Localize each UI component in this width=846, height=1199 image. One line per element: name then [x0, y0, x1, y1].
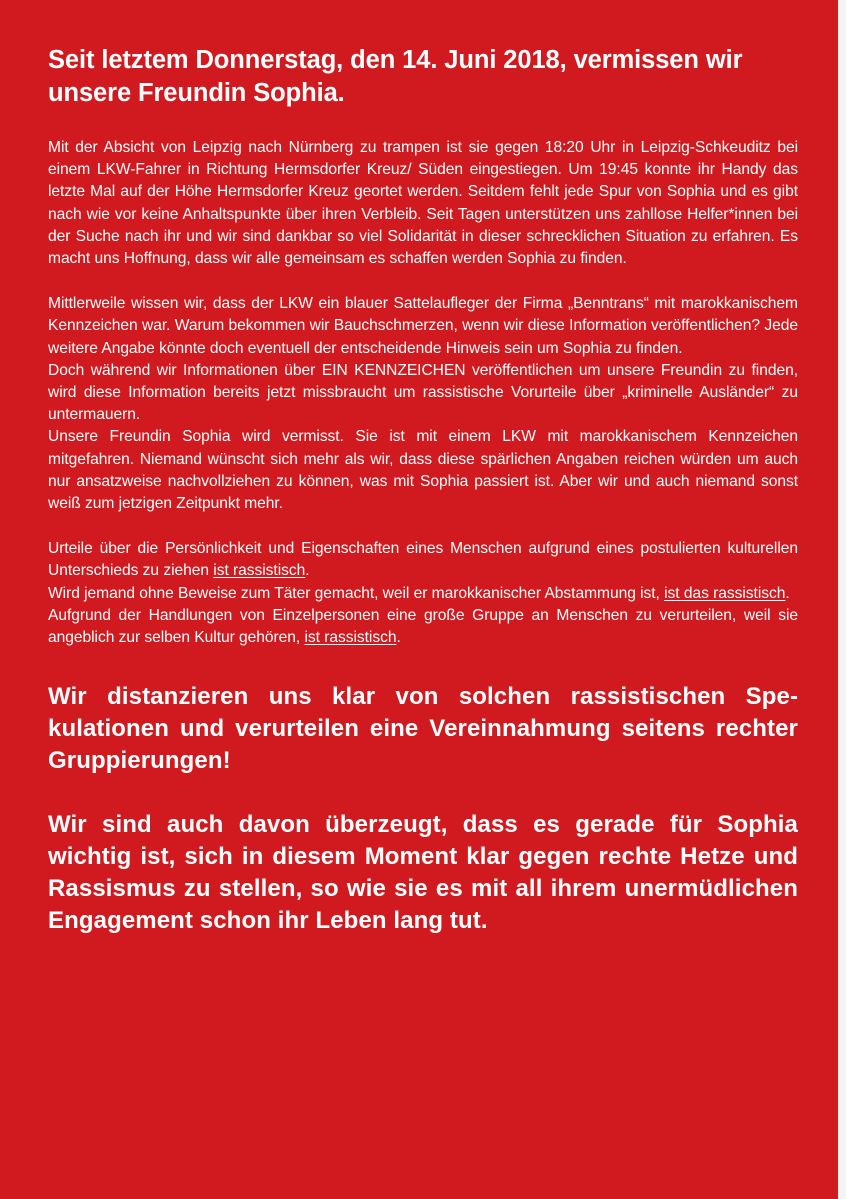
racism-3-end: . — [396, 629, 401, 647]
paragraph-truck-info: Mittlerweile wissen wir, dass der LKW ein blauer Sattelaufleger der Firma „Benntrans“ mit marokkanischem Kennzeichen war. Warum bekommen wir Bauchschmerzen, wenn wir diese Information veröffentlichen? Jede weitere Angabe könnte doch eventuell der entscheidende Hinweis sein um Sophia zu finden. — [48, 295, 798, 357]
paragraph-racism-2 — [48, 583, 798, 605]
spacer — [48, 777, 798, 809]
paragraph-racism-1 — [48, 538, 798, 582]
racism-2-text: Wird jemand ohne Beweise zum Täter gemacht, weil er marokkanischer Abstammung ist, — [48, 584, 665, 602]
racism-3-text: Aufgrund der Handlungen von Einzelpersonen eine große Gruppe an Menschen zu verurteilen, weil sie angeblich zur selben Kultur gehören, — [48, 606, 798, 647]
page-edge — [838, 0, 846, 1199]
racism-2-underlined: ist das rassistisch — [664, 584, 786, 602]
paragraph-racism-3 — [48, 605, 798, 649]
racism-1-underlined: ist rassistisch — [213, 562, 306, 580]
paragraph-disappearance: Mit der Absicht von Leipzig nach Nürnberg zu trampen ist sie gegen 18:20 Uhr in Leipzig-Schkeuditz bei einem LKW-Fahrer in Richtung Hermsdorfer Kreuz/ Süden eingestiegen. Um 19:45 konnte ihr Handy das letzte Mal auf der Höhe Hermsdorfer Kreuz geortet werden. Seitdem fehlt jede Spur von Sophia und es gibt nach wie vor keine Anhaltspunkte über ihren Verbleib. Seit Tagen unterstützen uns zahllose Helfer*innen bei der Suche nach ihr und wir sind dankbar so viel Solidarität in dieser schrecklichen Situation zu erfahren. Es macht uns Hoffnung, dass wir alle gemeinsam es schaffen werden Sophia zu finden. — [48, 139, 798, 268]
racism-1-text: Urteile über die Persönlichkeit und Eigenschaften eines Menschen aufgrund eines postulierten kulturellen Unterschieds zu ziehen — [48, 540, 798, 580]
racism-1-end: . — [305, 562, 310, 580]
headline: Seit letztem Donnerstag, den 14. Juni 2018, vermissen wir unsere Freundin Sophia. — [48, 46, 743, 107]
statement-distance: Wir distanzieren uns klar von solchen rassistischen Spekulationen und verurteilen eine Vereinnahmung seitens rechter Gruppierungen! — [48, 683, 798, 775]
racism-2-end: . — [785, 584, 790, 602]
racism-3-underlined: ist rassistisch — [304, 629, 397, 647]
statement-conviction: Wir sind auch davon überzeugt, dass es gerade für Sophia wichtig ist, sich in diesem Moment klar gegen rechte Hetze und Rassismus zu stellen, so wie sie es mit all ihrem unermüdlichen Engagement schon ihr Leben lang tut. — [48, 811, 798, 935]
paragraph-missing: Unsere Freundin Sophia wird vermisst. Sie ist mit einem LKW mit marokkanischem Kennzeichen mitgefahren. Niemand wünscht sich mehr als wir, dass diese spärlichen Angaben reichen würden um auch nur ansatzweise nachvollziehen zu können, was mit Sophia passiert ist. Aber wir und auch niemand sonst weiß zum jetzigen Zeitpunkt mehr. — [48, 428, 798, 513]
spacer — [48, 270, 798, 293]
spacer — [48, 515, 798, 538]
spacer — [48, 649, 798, 681]
paragraph-misuse: Doch während wir Informationen über EIN KENNZEICHEN veröffentlichen um unsere Freundin zu finden, wird diese Information bereits jetzt missbraucht um rassistische Vorurteile über „kriminelle Ausländer“ zu untermauern. — [48, 361, 798, 424]
